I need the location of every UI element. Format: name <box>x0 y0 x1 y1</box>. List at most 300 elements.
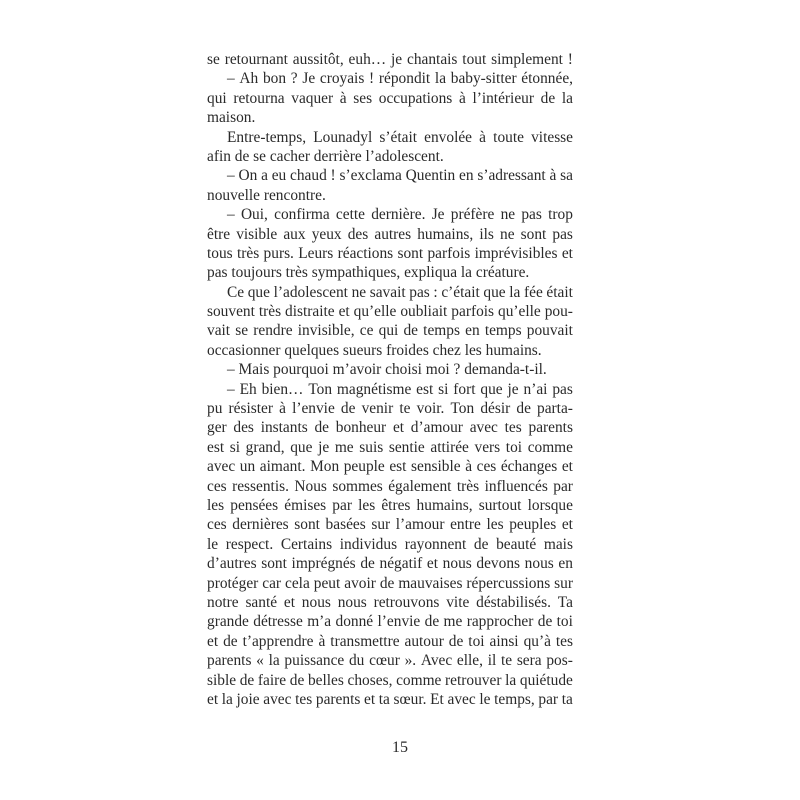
text-line <box>207 360 573 379</box>
word: de <box>360 555 375 573</box>
word: suis <box>359 438 384 456</box>
word: de <box>340 400 356 418</box>
word: et <box>561 244 573 262</box>
word: que <box>247 283 270 301</box>
word: belles <box>307 671 344 689</box>
word: invisible, <box>297 322 355 340</box>
word: du <box>348 652 365 670</box>
word: : <box>433 283 438 301</box>
word: déstabilisés. <box>476 593 551 611</box>
word: qui <box>378 322 399 340</box>
word: m’a <box>307 613 332 631</box>
word: cœur <box>369 652 400 670</box>
word: elle, <box>456 652 483 670</box>
word: dernière. <box>371 206 426 224</box>
page-number: 15 <box>392 739 408 756</box>
text-line <box>207 244 573 263</box>
word: l’intérieur <box>472 89 534 107</box>
word: et <box>207 632 219 650</box>
word: magnétisme <box>336 380 412 398</box>
text-line-content: nouvelle rencontre. <box>207 186 326 204</box>
word: Lounadyl <box>313 128 373 146</box>
word: très <box>236 244 260 262</box>
word: et <box>364 690 376 708</box>
word: bonheur <box>335 419 387 437</box>
word: parents <box>315 690 361 708</box>
text-line <box>207 399 573 418</box>
word: à <box>549 167 557 185</box>
word: ger <box>207 419 227 437</box>
word: pensées <box>230 496 279 514</box>
word: Je <box>302 70 316 88</box>
word: à <box>479 128 487 146</box>
word: ses <box>353 89 373 107</box>
word: ta <box>378 690 390 708</box>
word: d’autres <box>207 555 257 573</box>
word: surtout <box>478 496 522 514</box>
word: joie <box>236 690 260 708</box>
word: me <box>334 438 354 456</box>
word: instants <box>260 419 308 437</box>
word: pas <box>552 225 573 243</box>
text-line <box>207 147 573 166</box>
text-line-content: maison. <box>207 109 256 127</box>
word: un <box>239 458 256 476</box>
word: en <box>465 322 480 340</box>
word: répercussions <box>466 574 551 592</box>
word: étonnée, <box>521 70 573 88</box>
word: parents <box>528 419 573 437</box>
word: individus <box>339 535 398 553</box>
word: et <box>283 593 295 611</box>
text-line <box>207 283 573 302</box>
word: puissance <box>284 652 345 670</box>
word: qu’elle <box>353 303 397 321</box>
word: rayonnent <box>404 535 467 553</box>
word: Avec <box>420 652 453 670</box>
word: sur <box>371 516 391 534</box>
word: Je <box>431 206 445 224</box>
word: que <box>480 380 503 398</box>
word: Ta <box>557 593 573 611</box>
word: ne <box>500 206 516 224</box>
word: Mon <box>310 458 340 476</box>
word: peuple <box>343 458 385 476</box>
word: est <box>416 380 434 398</box>
text-line-content: occasionner quelques sueurs froides chez les humains. <box>207 341 542 359</box>
word: l’envie <box>292 400 335 418</box>
word: te <box>500 652 513 670</box>
word: sible <box>207 671 237 689</box>
word: Et <box>430 690 444 708</box>
text-line <box>207 166 573 185</box>
word: sont <box>520 225 547 243</box>
text-line <box>207 632 573 651</box>
word: mais <box>543 535 573 553</box>
word: pouvait <box>526 322 573 340</box>
word: t’apprendre <box>242 632 314 650</box>
word: et <box>392 419 405 437</box>
word: très <box>258 303 282 321</box>
word: pu <box>207 400 223 418</box>
word: tout <box>462 51 487 68</box>
word: bon <box>262 70 287 88</box>
word: eu <box>271 167 287 185</box>
word: ne <box>351 283 367 301</box>
word: ce <box>359 322 374 340</box>
word: temps, <box>494 690 535 708</box>
word: avec <box>447 690 476 708</box>
word: vaquer <box>291 89 334 107</box>
word: toi <box>468 632 485 650</box>
word: Ah <box>239 70 259 88</box>
word: imprévisibles <box>474 244 558 262</box>
word: à <box>458 89 466 107</box>
word: par <box>538 690 559 708</box>
word: Leurs <box>298 244 334 262</box>
text-line <box>207 225 573 244</box>
word: la <box>561 89 573 107</box>
word: de <box>289 671 305 689</box>
word: choses, <box>347 671 393 689</box>
text-line <box>207 593 573 612</box>
word: ? <box>290 70 298 88</box>
text-line <box>207 574 573 593</box>
word: répondit <box>378 70 431 88</box>
word: de <box>223 632 238 650</box>
word: vitesse <box>531 128 573 146</box>
word: basées <box>325 516 366 534</box>
word: négatif <box>379 555 423 573</box>
word: ! <box>330 167 336 185</box>
word: tes <box>504 419 522 437</box>
word: On <box>238 167 258 185</box>
text-line <box>207 186 573 205</box>
word: savait <box>369 283 406 301</box>
word: l’envie <box>377 613 421 631</box>
word: et <box>426 555 439 573</box>
word: retourna <box>233 89 285 107</box>
word: peut <box>313 574 341 592</box>
text-line <box>207 535 573 554</box>
word: toi <box>556 613 573 631</box>
word: parta- <box>537 400 573 418</box>
word: dernières <box>232 516 289 534</box>
word: comme <box>396 671 442 689</box>
word: de <box>239 671 255 689</box>
word: imprégnés <box>291 555 356 573</box>
word: s’adressant <box>477 167 546 185</box>
word: l’amour <box>395 516 445 534</box>
word: la <box>221 690 233 708</box>
text-line <box>207 108 573 127</box>
text-line <box>207 302 573 321</box>
word: parfois <box>427 244 471 262</box>
word: Ce <box>227 283 245 301</box>
word: car <box>262 574 282 592</box>
word: s’était <box>379 128 417 146</box>
word: tous <box>207 244 233 262</box>
word: avec <box>263 690 292 708</box>
word: sont <box>261 555 287 573</box>
word: qui <box>207 89 227 107</box>
word: humains, <box>417 225 474 243</box>
text-line <box>207 671 573 690</box>
text-line <box>207 69 573 88</box>
word: par <box>332 496 352 514</box>
word: en <box>459 167 474 185</box>
word: ta <box>561 690 573 708</box>
word: ! <box>369 70 375 88</box>
word: vers <box>474 438 501 456</box>
word: quiétude <box>519 671 573 689</box>
word: vait <box>207 322 231 340</box>
word: devons <box>476 555 521 573</box>
text-line <box>207 50 573 69</box>
text-line <box>207 690 573 709</box>
word: de <box>540 89 556 107</box>
word: également <box>388 477 452 495</box>
word: et <box>561 516 573 534</box>
word: envolée <box>424 128 473 146</box>
word: beauté <box>496 535 537 553</box>
word: protéger <box>207 574 259 592</box>
word: la <box>505 671 517 689</box>
word: – <box>227 206 235 224</box>
word: le <box>207 535 219 553</box>
word: réactions <box>337 244 394 262</box>
word: nous <box>301 593 331 611</box>
word: pas <box>409 283 430 301</box>
word: les <box>358 496 376 514</box>
word: fort <box>453 380 476 398</box>
text-line-content: – Mais pourquoi m’avoir choisi moi ? demanda-t-il. <box>227 361 547 379</box>
text-line <box>207 205 573 224</box>
word: ces <box>207 477 227 495</box>
word: des <box>233 419 254 437</box>
word: Ton <box>308 380 333 398</box>
word: résister <box>228 400 273 418</box>
word: Quentin <box>405 167 456 185</box>
word: il <box>487 652 497 670</box>
word: me <box>443 613 463 631</box>
text-line <box>207 457 573 476</box>
word: sœur. <box>393 690 427 708</box>
body-text <box>207 50 573 709</box>
word: sont <box>397 244 424 262</box>
word: yeux <box>311 225 342 243</box>
word: Oui, <box>240 206 268 224</box>
word: Entre-temps, <box>227 128 307 146</box>
word: ces <box>207 516 227 534</box>
word: simplement <box>491 51 563 68</box>
word: je <box>507 380 519 398</box>
word: bien… <box>261 380 304 398</box>
word: cela <box>285 574 310 592</box>
word: d’amour <box>410 419 463 437</box>
text-line-content: pas toujours très sympathiques, expliqua la créature. <box>207 264 530 282</box>
word: confirma <box>274 206 330 224</box>
word: à <box>279 400 286 418</box>
text-line <box>207 496 573 515</box>
word: mauvaises <box>398 574 463 592</box>
word: comme <box>527 438 573 456</box>
word: pas <box>521 206 542 224</box>
word: qu’elle <box>498 303 541 321</box>
word: si <box>438 380 449 398</box>
word: toi <box>505 438 523 456</box>
word: et <box>561 458 573 476</box>
word: chantais <box>407 51 458 68</box>
word: nous <box>524 555 554 573</box>
word: est <box>207 438 225 456</box>
word: voir. <box>416 400 445 418</box>
word: détresse <box>253 613 303 631</box>
word: ainsi <box>489 632 519 650</box>
word: est <box>389 458 407 476</box>
word: purs. <box>263 244 294 262</box>
word: de <box>403 322 418 340</box>
word: temps <box>423 322 460 340</box>
text-line <box>207 128 573 147</box>
word: les <box>207 496 225 514</box>
word: la <box>434 70 447 88</box>
text-line <box>207 418 573 437</box>
word: notre <box>207 593 239 611</box>
word: de <box>314 419 329 437</box>
text-line <box>207 89 573 108</box>
word: pas <box>552 380 573 398</box>
word: Ton <box>450 400 475 418</box>
word: donné <box>335 613 374 631</box>
word: toute <box>493 128 524 146</box>
word: était <box>546 283 573 301</box>
word: ressentis. <box>232 477 289 495</box>
word: aimant. <box>259 458 306 476</box>
word: ». <box>404 652 417 670</box>
word: retrouver <box>445 671 502 689</box>
word: parents <box>207 652 252 670</box>
text-line <box>207 380 573 399</box>
text-line <box>207 263 573 282</box>
word: la <box>509 283 521 301</box>
word: souvent <box>207 303 255 321</box>
word: en <box>558 555 573 573</box>
word: je <box>391 51 403 68</box>
word: attirée <box>430 438 469 456</box>
word: ces <box>476 458 497 476</box>
word: sera <box>516 652 542 670</box>
text-line <box>207 515 573 534</box>
word: avec <box>469 419 498 437</box>
word: retrouvons <box>373 593 440 611</box>
word: vite <box>446 593 470 611</box>
word: très <box>456 477 480 495</box>
word: c’était <box>441 283 480 301</box>
word: l’adolescent <box>273 283 348 301</box>
word: a <box>261 167 268 185</box>
word: la <box>268 652 280 670</box>
word: aussitôt, <box>292 51 344 68</box>
word: humains, <box>416 496 473 514</box>
word: pou- <box>544 303 573 321</box>
word: ils <box>479 225 494 243</box>
word: oubliait <box>400 303 448 321</box>
word: êtres <box>381 496 411 514</box>
word: tes <box>555 632 573 650</box>
word: fée <box>524 283 543 301</box>
word: et <box>338 303 350 321</box>
word: occupations <box>378 89 453 107</box>
word: – <box>227 70 235 88</box>
text-line <box>207 554 573 573</box>
word: à <box>318 632 326 650</box>
word: se <box>207 51 220 68</box>
word: tes <box>295 690 313 708</box>
word: – <box>227 380 235 398</box>
word: émises <box>284 496 327 514</box>
word: n’ai <box>523 380 548 398</box>
word: sentie <box>388 438 425 456</box>
word: grand, <box>245 438 285 456</box>
word: autour <box>404 632 444 650</box>
word: qu’à <box>523 632 551 650</box>
word: pos- <box>546 652 573 670</box>
word: retournant <box>224 51 288 68</box>
word: de <box>379 574 395 592</box>
word: lorsque <box>527 496 573 514</box>
word: sur <box>554 574 573 592</box>
word: croyais <box>319 70 365 88</box>
word: de <box>473 535 489 553</box>
word: sont <box>294 516 320 534</box>
text-line <box>207 477 573 496</box>
word: « <box>256 652 264 670</box>
word: cette <box>335 206 365 224</box>
word: nous <box>442 555 472 573</box>
text-line <box>207 341 573 360</box>
word: que <box>483 283 506 301</box>
word: à <box>339 89 347 107</box>
word: santé <box>245 593 278 611</box>
word: s’exclama <box>339 167 402 185</box>
word: échanges <box>500 458 558 476</box>
word: peuples <box>509 516 557 534</box>
word: je <box>318 438 330 456</box>
word: ne <box>500 225 515 243</box>
text-line <box>207 651 573 670</box>
text-line <box>207 321 573 340</box>
word: visible <box>236 225 278 243</box>
word: être <box>207 225 231 243</box>
word: rapprocher <box>466 613 534 631</box>
word: – <box>227 167 235 185</box>
word: si <box>229 438 241 456</box>
word: Certains <box>280 535 333 553</box>
word: Eh <box>239 380 257 398</box>
word: aux <box>283 225 306 243</box>
text-line-content: afin de se cacher derrière l’adolescent. <box>207 147 444 165</box>
word: autres <box>374 225 412 243</box>
word: rendre <box>253 322 293 340</box>
word: de <box>448 632 464 650</box>
word: entre <box>450 516 481 534</box>
word: sommes <box>332 477 383 495</box>
word: influencés <box>484 477 548 495</box>
word: à <box>465 458 473 476</box>
word: respect. <box>225 535 274 553</box>
word: sensible <box>411 458 461 476</box>
